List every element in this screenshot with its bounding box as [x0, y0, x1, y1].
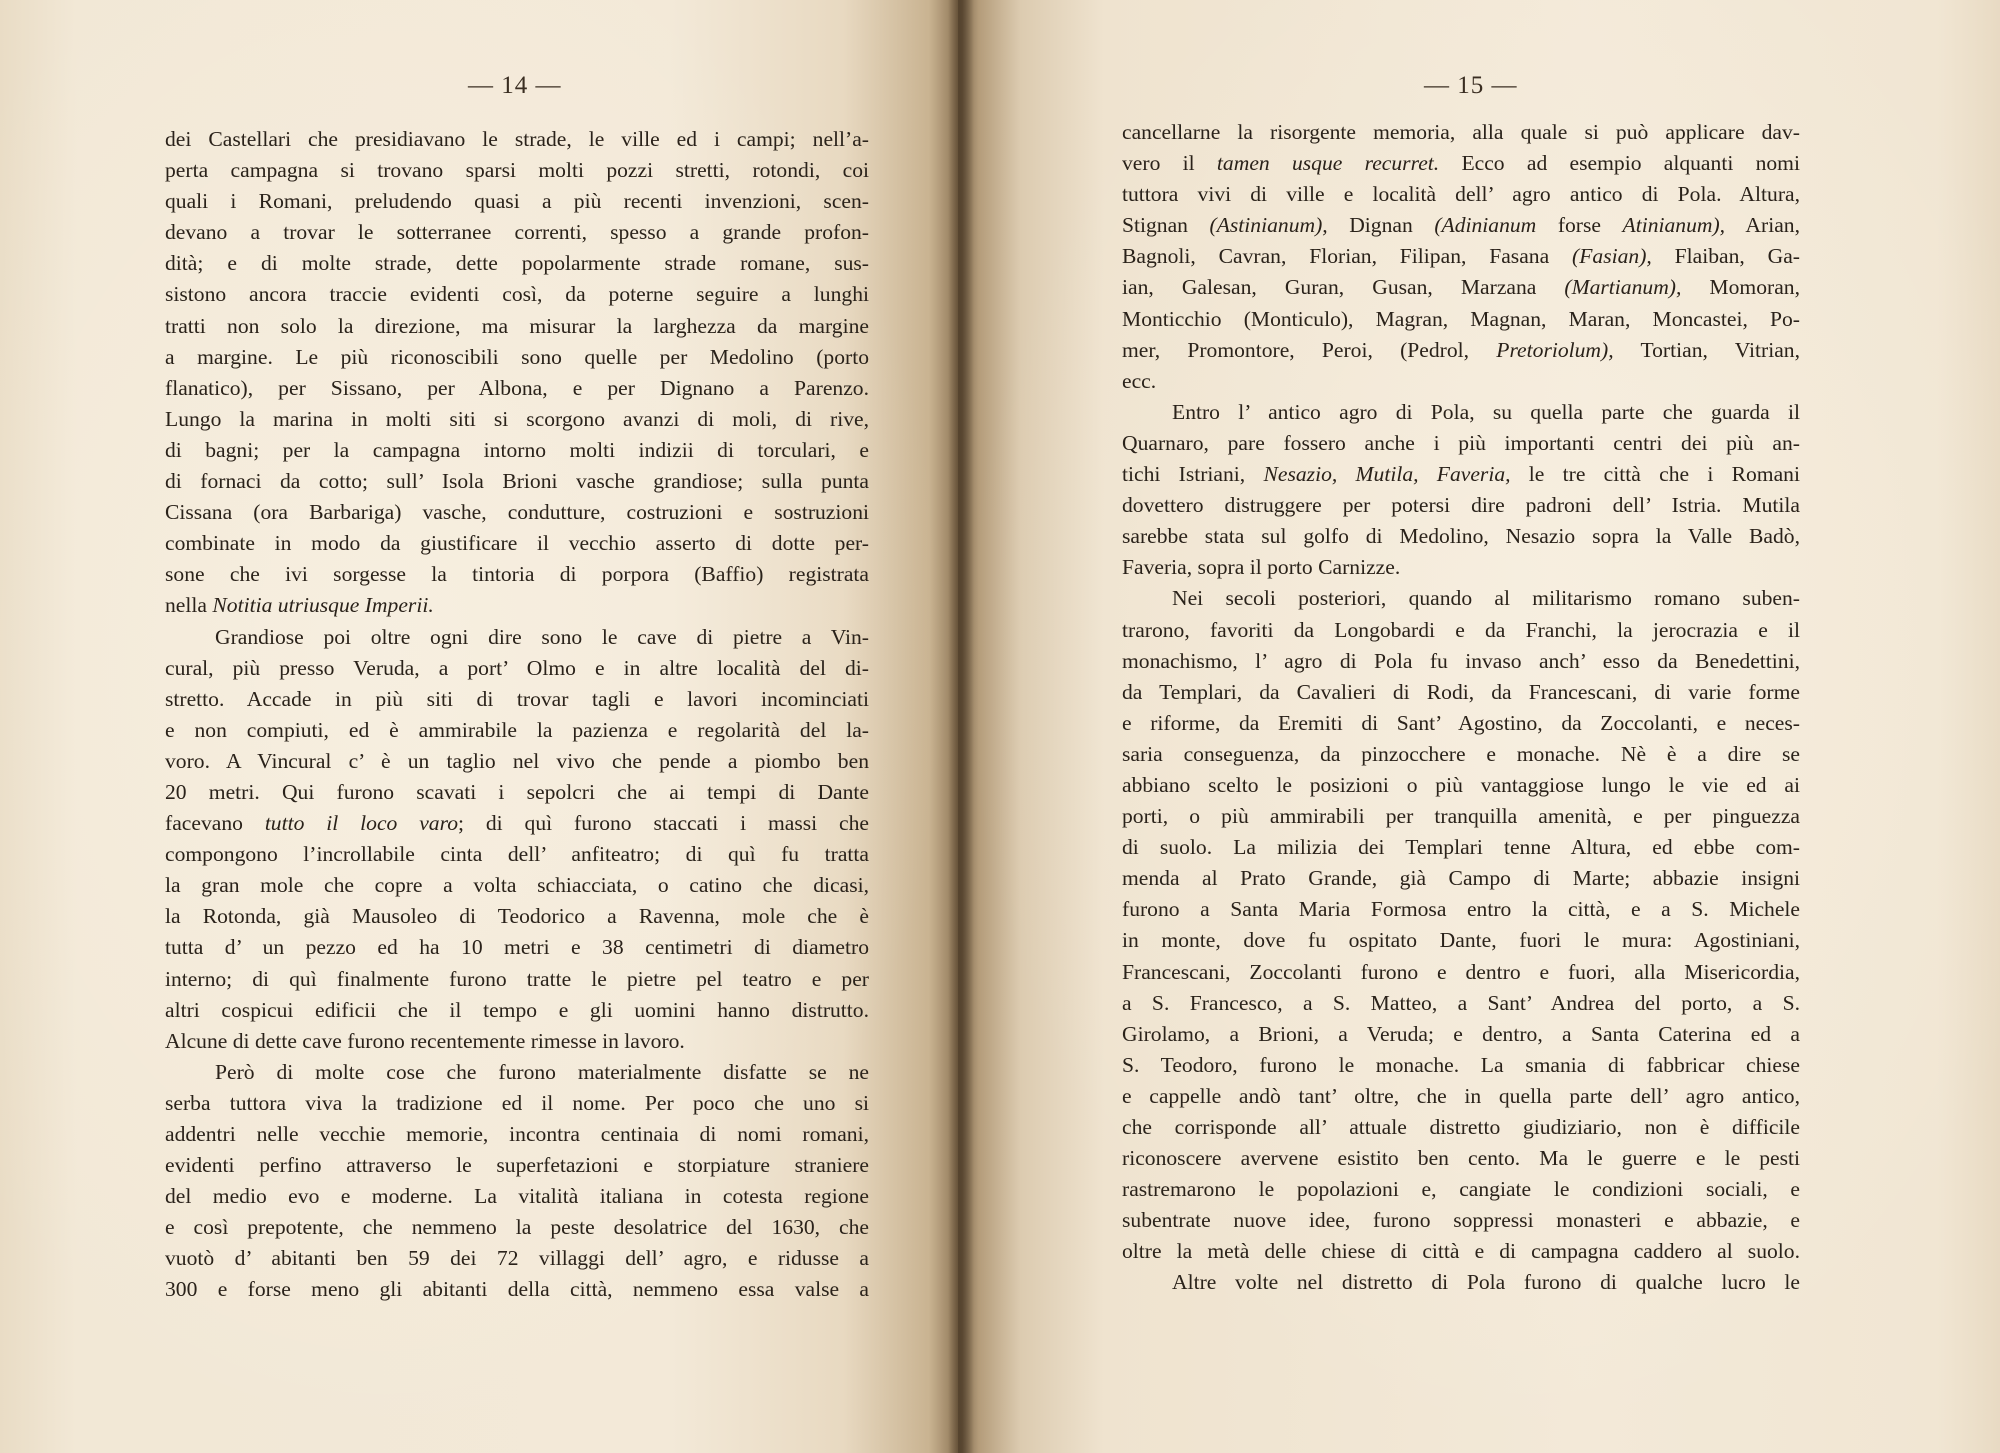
- text-line: [165, 279, 869, 310]
- text-line: [1122, 988, 1800, 1019]
- text-run: Flaiban, Ga-: [1651, 244, 1800, 269]
- text-run: la gran mole che copre a volta schiacciata, o catino che dicasi,: [165, 873, 869, 898]
- text-run: ian, Galesan, Guran, Gusan, Marzana: [1122, 275, 1565, 300]
- text-line: [165, 590, 869, 621]
- text-line: [1122, 894, 1800, 925]
- text-line: [1122, 801, 1800, 832]
- text-run: Stignan: [1122, 213, 1210, 238]
- italic-text: Nesazio, Mutila, Faveria,: [1263, 462, 1511, 487]
- text-line: [165, 1181, 869, 1212]
- text-line: [165, 155, 869, 186]
- text-run: nella: [165, 593, 213, 618]
- text-run: rastremarono le popolazioni e, cangiate le condizioni sociali, e: [1122, 1177, 1800, 1202]
- text-line: [165, 497, 869, 528]
- text-run: Però di molte cose che furono materialmente disfatte se ne: [215, 1059, 869, 1084]
- text-line: [1122, 179, 1800, 210]
- text-run: voro. A Vincural c’ è un taglio nel vivo che pende a piombo ben: [165, 748, 869, 773]
- text-run: stretto. Accade in più siti di trovar tagli e lavori incominciati: [165, 686, 869, 711]
- text-run: Cissana (ora Barbariga) vasche, condutture, costruzioni e sostruzioni: [165, 500, 869, 525]
- text-line: [1122, 708, 1800, 739]
- italic-text: tutto il loco varo: [264, 811, 458, 836]
- text-line: [1122, 832, 1800, 863]
- text-line: [1122, 552, 1800, 583]
- text-run: Momoran,: [1681, 275, 1800, 300]
- text-line: [165, 777, 869, 808]
- text-line: [165, 124, 869, 155]
- text-run: Altre volte nel distretto di Pola furono di qualche lucro le: [1172, 1270, 1800, 1295]
- text-line: [1122, 583, 1800, 614]
- text-run: dei Castellari che presidiavano le strade, le ville ed i campi; nell’a-: [165, 127, 869, 151]
- text-line: [165, 995, 869, 1026]
- italic-text: tamen usque recurret.: [1216, 151, 1440, 176]
- text-line: [1122, 490, 1800, 521]
- italic-text: (Martianum),: [1564, 275, 1682, 300]
- page-text: [1122, 117, 1800, 1299]
- text-run: Quarnaro, pare fossero anche i più importanti centri dei più an-: [1122, 430, 1800, 455]
- text-run: cancellarne la risorgente memoria, alla quale si può applicare dav-: [1122, 120, 1800, 144]
- text-run: di bagni; per la campagna intorno molti indizii di torculari, e: [165, 437, 869, 462]
- text-run: Ecco ad esempio alquanti nomi: [1439, 151, 1800, 176]
- text-line: [1122, 366, 1800, 397]
- text-run: addentri nelle vecchie memorie, incontra centinaia di nomi romani,: [165, 1122, 869, 1146]
- text-run: da Templari, da Cavalieri di Rodi, da Francescani, di varie forme: [1122, 679, 1800, 704]
- text-line: [1122, 615, 1800, 646]
- text-run: Grandiose poi oltre ogni dire sono le cave di pietre a Vin-: [215, 624, 869, 649]
- text-run: vuotò d’ abitanti ben 59 dei 72 villaggi dell’ agro, e ridusse a: [165, 1246, 869, 1271]
- text-run: 20 metri. Qui furono scavati i sepolcri che ai tempi di Dante: [165, 779, 869, 804]
- italic-text: (Adinianum: [1434, 213, 1537, 238]
- text-run: forse: [1536, 213, 1623, 238]
- text-run: che corrisponde all’ attuale distretto giudiziario, non è difficile: [1122, 1115, 1800, 1139]
- text-line: [1122, 1267, 1800, 1298]
- text-line: [165, 248, 869, 279]
- text-run: ecc.: [1122, 368, 1157, 393]
- text-run: subentrate nuove idee, furono soppressi monasteri e abbazie, e: [1122, 1208, 1800, 1233]
- text-line: [165, 1088, 869, 1119]
- text-line: [1122, 1112, 1800, 1143]
- text-run: dovettero distruggere per potersi dire padroni dell’ Istria. Mutila: [1122, 493, 1800, 518]
- text-line: [165, 684, 869, 715]
- text-run: in monte, dove fu ospitato Dante, fuori le mura: Agostiniani,: [1122, 928, 1800, 953]
- text-line: [1122, 1143, 1800, 1174]
- text-line: [1122, 148, 1800, 179]
- right-page: [958, 0, 2000, 1453]
- text-line: [1122, 1081, 1800, 1112]
- text-line: [1122, 677, 1800, 708]
- text-run: abbiano scelto le posizioni o più vantaggiose lungo le vie ed ai: [1122, 772, 1800, 797]
- text-line: [165, 1274, 869, 1305]
- text-line: [1122, 521, 1800, 552]
- text-run: sistono ancora traccie evidenti così, da poterne seguire a lunghi: [165, 282, 869, 307]
- text-line: [1122, 863, 1800, 894]
- text-run: evidenti perfino attraverso le superfetazioni e storpiature straniere: [165, 1153, 869, 1178]
- text-run: di fornaci da cotto; sull’ Isola Brioni vasche grandiose; sulla punta: [165, 469, 869, 494]
- text-line: [165, 217, 869, 248]
- text-line: [1122, 739, 1800, 770]
- text-run: dità; e di molte strade, dette popolarmente strade romane, sus-: [165, 251, 869, 276]
- text-line: [165, 964, 869, 995]
- text-line: [1122, 335, 1800, 366]
- left-page: [0, 0, 958, 1453]
- text-line: [1122, 1205, 1800, 1236]
- text-run: a S. Francesco, a S. Matteo, a Sant’ Andrea del porto, a S.: [1122, 990, 1800, 1015]
- text-run: combinate in modo da giustificare il vecchio asserto di dotte per-: [165, 531, 869, 556]
- page-number: — 14 —: [468, 72, 562, 99]
- text-line: [1122, 117, 1800, 148]
- text-run: di suolo. La milizia dei Templari tenne Altura, ed ebbe com-: [1122, 835, 1800, 860]
- text-line: [165, 932, 869, 963]
- text-line: [1122, 957, 1800, 988]
- text-run: 300 e forse meno gli abitanti della città, nemmeno essa valse a: [165, 1277, 869, 1302]
- text-line: [1122, 1236, 1800, 1267]
- text-line: [165, 622, 869, 653]
- text-run: porti, o più ammirabili per tranquilla amenità, e per pinguezza: [1122, 804, 1800, 829]
- text-line: [1122, 770, 1800, 801]
- text-line: [165, 373, 869, 404]
- text-run: ; di quì furono staccati i massi che: [458, 811, 869, 836]
- text-line: [165, 870, 869, 901]
- text-line: [165, 466, 869, 497]
- text-line: [165, 311, 869, 342]
- text-run: monachismo, l’ agro di Pola fu invaso anch’ esso da Benedettini,: [1122, 648, 1800, 673]
- text-run: Lungo la marina in molti siti si scorgono avanzi di moli, di rive,: [165, 406, 869, 431]
- text-run: Entro l’ antico agro di Pola, su quella parte che guarda il: [1172, 399, 1800, 424]
- text-run: Bagnoli, Cavran, Florian, Filipan, Fasana: [1122, 244, 1573, 269]
- text-run: Francescani, Zoccolanti furono e dentro e fuori, alla Misericordia,: [1122, 959, 1800, 984]
- text-line: [165, 528, 869, 559]
- italic-text: Pretoriolum),: [1496, 337, 1614, 362]
- text-run: Faveria, sopra il porto Carnizze.: [1122, 555, 1401, 580]
- text-run: Nei secoli posteriori, quando al militarismo romano suben-: [1172, 586, 1800, 611]
- text-run: Monticchio (Monticulo), Magran, Magnan, Maran, Moncastei, Po-: [1122, 306, 1800, 331]
- text-line: [1122, 428, 1800, 459]
- text-run: S. Teodoro, furono le monache. La smania di fabbricar chiese: [1122, 1052, 1800, 1077]
- text-line: [1122, 925, 1800, 956]
- text-line: [1122, 1050, 1800, 1081]
- text-run: riconoscere avervene esistito ben cento. Ma le guerre e le pesti: [1122, 1146, 1800, 1171]
- text-run: devano a trovar le sotterranee correnti, spesso a grande profon-: [165, 220, 869, 245]
- text-line: [1122, 241, 1800, 272]
- text-run: vero il: [1122, 151, 1217, 176]
- text-run: la Rotonda, già Mausoleo di Teodorico a Ravenna, mole che è: [165, 904, 869, 929]
- text-run: interno; di quì finalmente furono tratte le pietre pel teatro e per: [165, 966, 869, 991]
- text-run: oltre la metà delle chiese di città e di campagna caddero al suolo.: [1122, 1239, 1800, 1264]
- text-run: Girolamo, a Brioni, a Veruda; e dentro, a Santa Caterina ed a: [1122, 1021, 1800, 1046]
- text-run: sarebbe stata sul golfo di Medolino, Nesazio sopra la Valle Badò,: [1122, 524, 1800, 549]
- text-run: Alcune di dette cave furono recentemente rimesse in lavoro.: [165, 1028, 685, 1053]
- text-line: [165, 435, 869, 466]
- text-run: tutta d’ un pezzo ed ha 10 metri e 38 centimetri di diametro: [165, 935, 869, 960]
- text-run: del medio evo e moderne. La vitalità italiana in cotesta regione: [165, 1184, 869, 1209]
- text-line: [165, 1150, 869, 1181]
- text-line: [1122, 1174, 1800, 1205]
- text-line: [165, 1057, 869, 1088]
- text-run: serba tuttora viva la tradizione ed il nome. Per poco che uno si: [165, 1090, 869, 1115]
- text-line: [1122, 1019, 1800, 1050]
- italic-text: (Fasian),: [1572, 244, 1652, 269]
- italic-text: Notitia utriusque Imperii.: [212, 593, 434, 618]
- text-line: [1122, 646, 1800, 677]
- text-line: [1122, 304, 1800, 335]
- text-run: e non compiuti, ed è ammirabile la pazienza e regolarità del la-: [165, 717, 869, 742]
- text-line: [1122, 210, 1800, 241]
- text-line: [165, 404, 869, 435]
- text-run: mer, Promontore, Peroi, (Pedrol,: [1122, 337, 1497, 362]
- page-number: — 15 —: [1424, 72, 1518, 99]
- text-run: tuttora vivi di ville e località dell’ agro antico di Pola. Altura,: [1122, 182, 1800, 207]
- text-line: [165, 746, 869, 777]
- text-run: e così prepotente, che nemmeno la peste desolatrice del 1630, che: [165, 1215, 869, 1240]
- text-line: [165, 1026, 869, 1057]
- text-line: [1122, 272, 1800, 303]
- italic-text: (Astinianum),: [1209, 213, 1328, 238]
- text-run: saria conseguenza, da pinzocchere e monache. Nè è a dire se: [1122, 741, 1800, 766]
- text-run: flanatico), per Sissano, per Albona, e per Dignano a Parenzo.: [165, 375, 869, 400]
- text-run: Dignan: [1327, 213, 1435, 238]
- text-run: Arian,: [1725, 213, 1800, 238]
- italic-text: Atinianum),: [1622, 213, 1726, 238]
- text-line: [1122, 459, 1800, 490]
- text-run: furono a Santa Maria Formosa entro la città, e a S. Michele: [1122, 897, 1800, 922]
- page-text: [165, 124, 869, 1306]
- text-run: trarono, favoriti da Longobardi e da Franchi, la jerocrazia e il: [1122, 617, 1800, 642]
- text-line: [1122, 397, 1800, 428]
- text-run: sone che ivi sorgesse la tintoria di porpora (Baffio) registrata: [165, 562, 869, 587]
- text-run: perta campagna si trovano sparsi molti pozzi stretti, rotondi, coi: [165, 158, 869, 183]
- text-line: [165, 715, 869, 746]
- text-run: e cappelle andò tant’ oltre, che in quella parte dell’ agro antico,: [1122, 1083, 1800, 1108]
- text-line: [165, 1243, 869, 1274]
- text-run: facevano: [165, 811, 265, 836]
- text-line: [165, 559, 869, 590]
- text-line: [165, 1119, 869, 1150]
- text-run: a margine. Le più riconoscibili sono quelle per Medolino (porto: [165, 344, 869, 369]
- text-run: cural, più presso Veruda, a port’ Olmo e in altre località del di-: [165, 655, 869, 680]
- text-line: [165, 1212, 869, 1243]
- text-line: [165, 901, 869, 932]
- text-run: le tre città che i Romani: [1510, 462, 1800, 487]
- text-run: tratti non solo la direzione, ma misurar la larghezza da margine: [165, 313, 869, 338]
- text-run: e riforme, da Eremiti di Sant’ Agostino, da Zoccolanti, e neces-: [1122, 710, 1800, 735]
- text-line: [165, 808, 869, 839]
- book-gutter: [948, 0, 974, 1453]
- text-run: quali i Romani, preludendo quasi a più recenti invenzioni, scen-: [165, 189, 869, 214]
- text-line: [165, 342, 869, 373]
- text-line: [165, 186, 869, 217]
- text-run: tichi Istriani,: [1122, 462, 1264, 487]
- text-run: compongono l’incrollabile cinta dell’ anfiteatro; di quì fu tratta: [165, 842, 869, 867]
- text-run: menda al Prato Grande, già Campo di Marte; abbazie insigni: [1122, 866, 1800, 891]
- text-run: altri cospicui edificii che il tempo e gli uomini hanno distrutto.: [165, 997, 869, 1022]
- text-run: Tortian, Vitrian,: [1613, 337, 1800, 362]
- text-line: [165, 653, 869, 684]
- text-line: [165, 839, 869, 870]
